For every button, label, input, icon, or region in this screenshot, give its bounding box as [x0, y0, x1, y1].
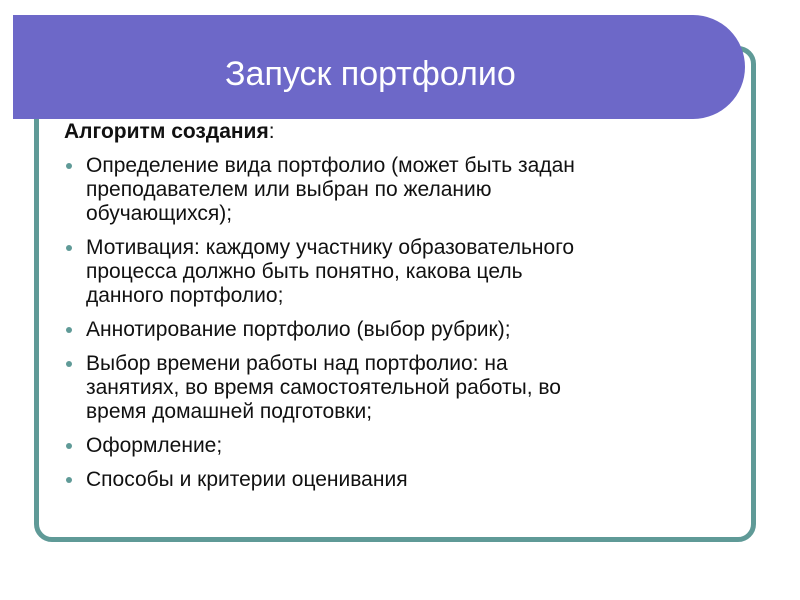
bullet-item-annotation — [64, 318, 744, 342]
slide-content — [64, 120, 744, 502]
bullet-icon — [66, 327, 72, 333]
bullet-icon — [66, 245, 72, 251]
bullet-icon — [66, 163, 72, 169]
slide-title: Запуск портфолио — [225, 55, 516, 93]
bullet-text-line: Способы и критерии оценивания — [86, 468, 408, 491]
bullet-text-line: обучающихся); — [86, 202, 233, 225]
bullet-list — [64, 154, 744, 492]
bullet-item-type — [64, 154, 744, 226]
bullet-item-design — [64, 434, 744, 458]
bullet-text-line: преподавателем или выбран по желанию — [86, 178, 492, 201]
bullet-icon — [66, 477, 72, 483]
section-heading-suffix: : — [268, 120, 275, 143]
bullet-icon — [66, 443, 72, 449]
bullet-text-line: Выбор времени работы над портфолио: на — [86, 352, 508, 375]
bullet-item-assessment — [64, 468, 744, 492]
bullet-text-line: время домашней подготовки; — [86, 400, 373, 423]
bullet-text-line: Мотивация: каждому участнику образовательного — [86, 236, 575, 259]
section-heading — [64, 120, 744, 146]
section-heading-label: Алгоритм создания — [64, 120, 269, 143]
bullet-text-line: занятиях, во время самостоятельной работы, во — [86, 376, 561, 399]
bullet-item-time — [64, 352, 744, 424]
bullet-text-line: Определение вида портфолио (может быть задан — [86, 154, 575, 177]
bullet-text-line: процесса должно быть понятно, какова цель — [86, 260, 523, 283]
bullet-text-line: Оформление; — [86, 434, 223, 457]
title-banner — [13, 15, 745, 119]
bullet-item-motivation — [64, 236, 744, 308]
bullet-icon — [66, 361, 72, 367]
bullet-text-line: Аннотирование портфолио (выбор рубрик); — [86, 318, 511, 341]
bullet-text-line: данного портфолио; — [86, 284, 284, 307]
